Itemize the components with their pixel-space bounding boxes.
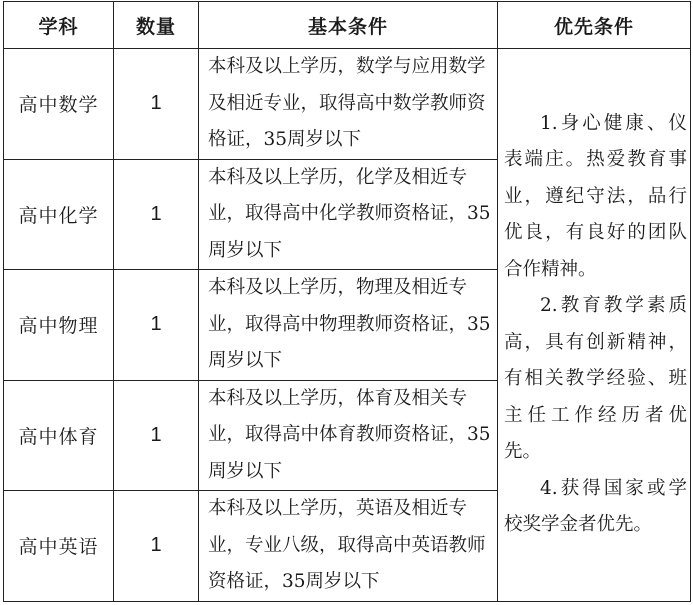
basic-conditions-cell: 本科及以上学历，数学与应用数学及相近专业，取得高中数学教师资格证，35周岁以下 [199,49,498,160]
subject-cell: 高中数学 [4,49,114,160]
preference-item: 4.获得国家或学校奖学金者优先。 [504,477,687,536]
count-cell: 1 [114,270,199,381]
preference-item: 1.身心健康、仪表端庄。热爱教育事业，遵纪守法，品行优良，有良好的团队合作精神。 [504,112,687,280]
basic-conditions-cell: 本科及以上学历，化学及相近专业，取得高中化学教师资格证，35周岁以下 [199,159,498,270]
count-cell: 1 [114,380,199,491]
header-basic-conditions: 基本条件 [199,2,498,49]
recruitment-table [3,1,691,602]
count-cell: 1 [114,49,199,160]
basic-conditions-cell: 本科及以上学历，体育及相关专业，取得高中体育教师资格证，35周岁以下 [199,380,498,491]
header-preferred-conditions: 优先条件 [498,2,691,49]
subject-cell: 高中物理 [4,270,114,381]
subject-cell: 高中化学 [4,159,114,270]
basic-conditions-cell: 本科及以上学历，物理及相近专业，取得高中物理教师资格证，35周岁以下 [199,270,498,381]
preferred-conditions-cell [498,49,691,602]
count-cell: 1 [114,491,199,602]
count-cell: 1 [114,159,199,270]
header-count: 数量 [114,2,199,49]
subject-cell: 高中体育 [4,380,114,491]
table-row [4,49,691,160]
header-row [4,2,691,49]
header-subject: 学科 [4,2,114,49]
basic-conditions-cell: 本科及以上学历，英语及相近专业，专业八级，取得高中英语教师资格证，35周岁以下 [199,491,498,602]
preference-item: 2.教育教学素质高，具有创新精神，有相关教学经验、班主任工作经历者优先。 [504,295,687,463]
subject-cell: 高中英语 [4,491,114,602]
